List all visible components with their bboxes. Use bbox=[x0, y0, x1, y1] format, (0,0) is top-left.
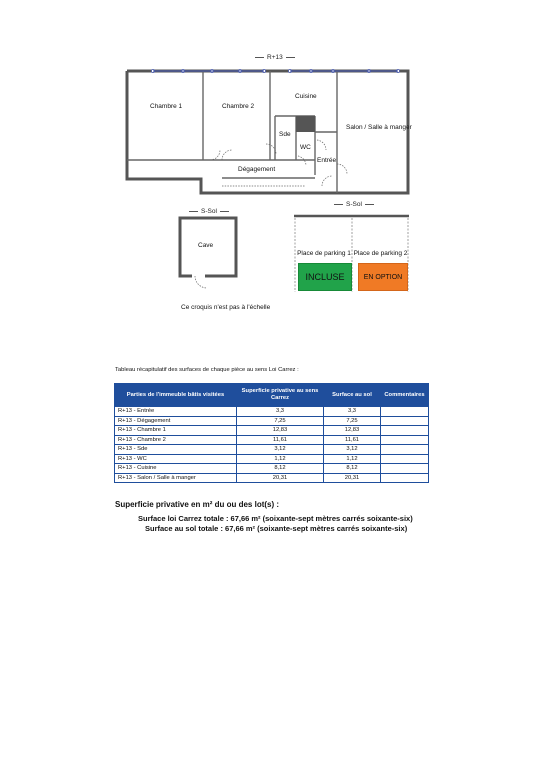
cell-sol: 20,31 bbox=[324, 473, 381, 483]
table-row bbox=[115, 426, 429, 436]
cell-carrez: 20,31 bbox=[237, 473, 324, 483]
header-carrez: Superficie privative au sens Carrez bbox=[237, 384, 324, 407]
cell-carrez: 8,12 bbox=[237, 464, 324, 474]
cell-part: R+13 - Salon / Salle à manger bbox=[115, 473, 237, 483]
surfaces-table bbox=[114, 383, 429, 483]
cell-sol: 12,83 bbox=[324, 426, 381, 436]
cell-sol: 3,12 bbox=[324, 445, 381, 455]
level-label-upper: R+13 bbox=[252, 54, 298, 61]
header-parties: Parties de l'immeuble bâtis visitées bbox=[115, 384, 237, 407]
cell-carrez: 11,61 bbox=[237, 435, 324, 445]
cell-carrez: 7,25 bbox=[237, 416, 324, 426]
summary-sol: Surface au sol totale : 67,66 m² (soixante-sept mètres carrés soixante-six) bbox=[145, 524, 408, 533]
header-sol: Surface au sol bbox=[324, 384, 381, 407]
cell-carrez: 3,3 bbox=[237, 407, 324, 417]
cell-comment bbox=[381, 464, 429, 474]
cell-comment bbox=[381, 473, 429, 483]
room-label-chambre2: Chambre 2 bbox=[222, 103, 255, 110]
table-row bbox=[115, 416, 429, 426]
cell-sol: 8,12 bbox=[324, 464, 381, 474]
cell-comment bbox=[381, 416, 429, 426]
header-commentaires: Commentaires bbox=[381, 384, 429, 407]
table-row bbox=[115, 464, 429, 474]
table-row bbox=[115, 445, 429, 455]
table-caption: Tableau récapitulatif des surfaces de chaque pièce au sens Loi Carrez : bbox=[115, 367, 299, 373]
cell-part: R+13 - Dégagement bbox=[115, 416, 237, 426]
table-row bbox=[115, 435, 429, 445]
room-label-cuisine: Cuisine bbox=[295, 93, 317, 100]
room-label-wc: WC bbox=[300, 144, 311, 151]
table-row bbox=[115, 454, 429, 464]
summary-title: Superficie privative en m² du ou des lot(s) : bbox=[115, 500, 280, 509]
scale-note: Ce croquis n'est pas à l'échelle bbox=[181, 304, 271, 311]
badge-en-option: EN OPTION bbox=[358, 263, 408, 291]
badge-incluse: INCLUSE bbox=[298, 263, 352, 291]
cell-part: R+13 - Cuisine bbox=[115, 464, 237, 474]
table-header-row bbox=[115, 384, 429, 407]
room-label-chambre1: Chambre 1 bbox=[150, 103, 183, 110]
level-label-lower-left: S-Sol bbox=[186, 208, 232, 215]
cell-carrez: 3,12 bbox=[237, 445, 324, 455]
cell-part: R+13 - Chambre 2 bbox=[115, 435, 237, 445]
summary-carrez: Surface loi Carrez totale : 67,66 m² (soixante-sept mètres carrés soixante-six) bbox=[138, 514, 413, 523]
cell-carrez: 1,12 bbox=[237, 454, 324, 464]
parking-label-1: Place de parking 1 bbox=[297, 250, 351, 257]
room-label-sde: Sde bbox=[279, 131, 291, 138]
room-label-cave: Cave bbox=[198, 242, 214, 249]
room-label-salon: Salon / Salle à manger bbox=[346, 124, 412, 131]
table-row bbox=[115, 473, 429, 483]
cell-part: R+13 - Sde bbox=[115, 445, 237, 455]
cell-comment bbox=[381, 454, 429, 464]
cell-sol: 3,3 bbox=[324, 407, 381, 417]
cell-sol: 7,25 bbox=[324, 416, 381, 426]
cell-sol: 11,61 bbox=[324, 435, 381, 445]
cell-part: R+13 - Chambre 1 bbox=[115, 426, 237, 436]
cell-carrez: 12,83 bbox=[237, 426, 324, 436]
cell-part: R+13 - Entrée bbox=[115, 407, 237, 417]
cell-comment bbox=[381, 435, 429, 445]
room-label-entree: Entrée bbox=[317, 157, 337, 164]
cell-comment bbox=[381, 407, 429, 417]
cell-sol: 1,12 bbox=[324, 454, 381, 464]
cell-comment bbox=[381, 445, 429, 455]
parking-label-2: Place de parking 2 bbox=[353, 250, 408, 257]
table-row bbox=[115, 407, 429, 417]
cell-comment bbox=[381, 426, 429, 436]
cell-part: R+13 - WC bbox=[115, 454, 237, 464]
room-label-degagement: Dégagement bbox=[238, 166, 276, 173]
level-label-lower-right: S-Sol bbox=[331, 201, 377, 208]
